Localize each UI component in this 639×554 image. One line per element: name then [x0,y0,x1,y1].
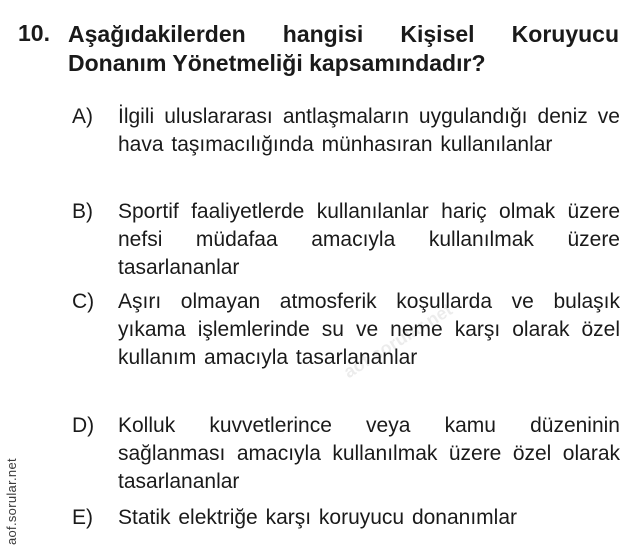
option-text: Sportif faaliyetlerde kullanılanlar hariç olmak üzere nefsi müdafaa amacıyla kullanılmak üzere tasarlananlar [118,200,620,279]
side-watermark: aof.sorular.net [4,458,19,545]
question-number: 10. [18,20,50,46]
option-e[interactable] [72,504,620,532]
option-text: İlgili uluslararası antlaşmaların uygulandığı deniz ve hava taşımacılığında münhasıran kullanılanlar [118,105,620,156]
option-b[interactable] [72,198,620,282]
option-letter: E) [72,506,93,529]
option-d[interactable] [72,412,620,496]
option-letter: D) [72,414,95,437]
center-watermark: aof.sorular.net [340,299,456,382]
option-text: Statik elektriğe karşı koruyucu donanımlar [118,506,518,529]
option-text: Aşırı olmayan atmosferik koşullarda ve bulaşık yıkama işlemlerinde su ve neme karşı olarak özel kullanım amacıyla tasarlananlar [118,290,620,369]
question-text: Aşağıdakilerden hangisi Kişisel Koruyucu Donanım Yönetmeliği kapsamındadır? [68,21,619,76]
option-text: Kolluk kuvvetlerince veya kamu düzeninin sağlanması amacıyla kullanılmak üzere özel olarak tasarlananlar [118,414,620,493]
option-a[interactable] [72,103,620,159]
option-letter: C) [72,290,95,313]
option-c[interactable] [72,288,620,372]
option-letter: B) [72,200,93,223]
option-letter: A) [72,105,93,128]
